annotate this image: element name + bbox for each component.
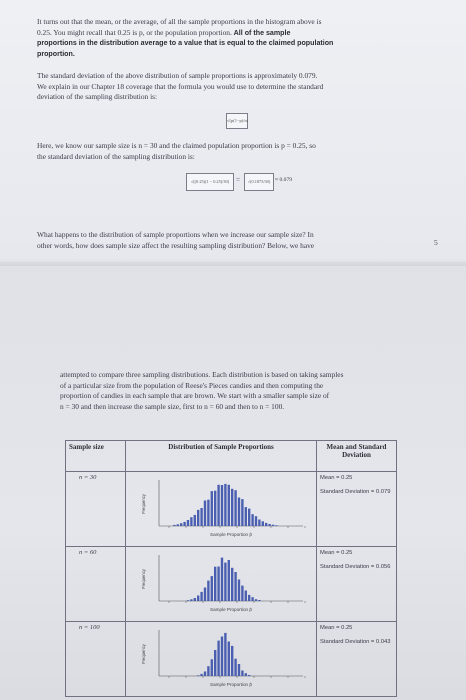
- text-line: deviation of the sampling distribution is:: [37, 92, 158, 101]
- page-shadow: [0, 258, 466, 266]
- histogram-bar: [234, 572, 236, 601]
- mean-value: Mean = 0.25: [320, 550, 353, 556]
- histogram-bar: [211, 491, 213, 526]
- histogram-bar: [200, 508, 202, 526]
- histogram-bar: [231, 646, 233, 676]
- histogram-bar: [200, 674, 202, 676]
- histogram-bar: [204, 501, 206, 527]
- histogram-bar: [248, 595, 250, 601]
- row-sample-size: [66, 622, 126, 697]
- histogram-bar: [214, 567, 216, 601]
- histogram-bar: [177, 524, 179, 526]
- text-line: other words, how does sample size affect the resulting sampling distribution? Below, we have: [37, 240, 315, 250]
- histogram-bar: [228, 642, 230, 677]
- histogram-bar: [258, 520, 260, 527]
- histogram-bar: [197, 510, 199, 526]
- formula-std-dev: [226, 113, 248, 129]
- header-sample-size: Sample size: [66, 441, 126, 472]
- histogram-bar: [173, 525, 175, 526]
- histogram-bar: [211, 659, 213, 676]
- std-dev-value: Standard Deviation = 0.043: [320, 639, 391, 645]
- formula-result: ≈ 0.079: [275, 177, 293, 183]
- row-stats: [317, 622, 397, 697]
- histogram-bar: [228, 560, 230, 601]
- histogram-bar: [183, 522, 185, 526]
- text-line: What happens to the distribution of sample proportions when we increase our sample size? In: [37, 230, 314, 239]
- row-histogram-cell: [126, 622, 317, 697]
- histogram-bar: [245, 591, 247, 602]
- formula-middle: [244, 173, 274, 191]
- row-histogram-cell: [126, 472, 317, 547]
- mean-value: Mean = 0.25: [320, 625, 353, 631]
- histogram-bar: [241, 499, 243, 526]
- histogram-n30: [129, 474, 313, 540]
- histogram-bar: [207, 581, 209, 601]
- histogram-bar: [238, 580, 240, 602]
- equals-sign: =: [236, 176, 240, 184]
- histogram-bar: [251, 514, 253, 526]
- histogram-bar: [238, 498, 240, 527]
- histogram-bar: [241, 671, 243, 677]
- histogram-bar: [255, 599, 257, 601]
- y-axis-label: Frequency: [141, 569, 146, 589]
- histogram-bar: [194, 598, 196, 601]
- histogram-bar: [221, 485, 223, 526]
- formula-text: √((0.25)(1 − 0.25)/30): [190, 179, 230, 184]
- histogram-bar: [217, 567, 219, 602]
- mean-value: Mean = 0.25: [320, 475, 353, 481]
- header-distribution: Distribution of Sample Proportions: [126, 441, 317, 472]
- histogram-bar: [255, 516, 257, 526]
- histogram-bar: [231, 489, 233, 526]
- histogram-bar: [194, 515, 196, 526]
- histogram-n60: [129, 549, 313, 615]
- paragraph-question: [37, 230, 409, 251]
- histogram-bar: [180, 523, 182, 526]
- table-row: [66, 547, 397, 622]
- histogram-bar: [275, 525, 277, 526]
- sample-size-value: n = 100: [79, 624, 100, 631]
- histogram-bar: [224, 633, 226, 676]
- header-mean-sd: Mean and Standard Deviation: [317, 441, 397, 472]
- row-stats: [317, 547, 397, 622]
- histogram-bar: [190, 599, 192, 601]
- text-line: proportion of candies in each sample that are brown. We start with a smaller sample size of: [60, 391, 330, 400]
- histogram-bar: [217, 641, 219, 676]
- text-line: 0.25. You might recall that 0.25 is p, or the population proportion.: [37, 27, 232, 37]
- table-header-row: [66, 441, 397, 472]
- histogram-bar: [211, 576, 213, 601]
- table-row: [66, 472, 397, 547]
- bold-statement: proportion.: [37, 49, 75, 58]
- histogram-bar: [251, 597, 253, 601]
- histogram-bar: [272, 525, 274, 526]
- row-sample-size: [66, 547, 126, 622]
- text-line: It turns out that the mean, or the average, of all the sample proportions in the histogram above is: [37, 17, 322, 26]
- page-number: 5: [434, 238, 438, 247]
- std-dev-value: Standard Deviation = 0.079: [320, 489, 391, 495]
- bold-statement: All of the sample: [233, 28, 291, 37]
- sampling-distribution-table: [65, 440, 397, 697]
- formula-left: [186, 173, 234, 191]
- histogram-bar: [207, 500, 209, 526]
- row-stats: [317, 472, 397, 547]
- histogram-bar: [217, 485, 219, 526]
- histogram-bar: [200, 592, 202, 601]
- text-line: The standard deviation of the above distribution of sample proportions is approximately 0.079.: [37, 71, 318, 80]
- histogram-bar: [187, 600, 189, 601]
- histogram-bar: [238, 664, 240, 676]
- histogram-bar: [214, 650, 216, 676]
- formula-computation: [186, 173, 296, 191]
- text-line: We explain in our Chapter 18 coverage that the formula you would use to determine the standard: [37, 81, 324, 91]
- histogram-bar: [221, 637, 223, 677]
- bold-statement: proportions in the distribution average to a value that is equal to the claimed population: [37, 39, 334, 47]
- histogram-bar: [197, 675, 199, 676]
- histogram-bar: [231, 568, 233, 601]
- histogram-bar: [224, 484, 226, 526]
- histogram-bar: [245, 673, 247, 676]
- histogram-bar: [234, 659, 236, 676]
- histogram-bar: [265, 523, 267, 526]
- histogram-bar: [234, 490, 236, 526]
- histogram-bar: [228, 485, 230, 526]
- text-line: the standard deviation of the sampling distribution is:: [37, 151, 195, 161]
- histogram-bar: [207, 666, 209, 676]
- histogram-bar: [262, 521, 264, 526]
- formula-text: √(0.1875/30): [247, 179, 271, 184]
- sample-size-value: n = 60: [79, 549, 97, 556]
- text-line: of a particular size from the population of Reese's Pieces candies and then computing the: [60, 380, 324, 390]
- histogram-bar: [224, 563, 226, 601]
- paragraph-std-dev: [37, 71, 409, 103]
- histogram-bar: [248, 509, 250, 526]
- histogram-bar: [268, 524, 270, 526]
- histogram-bar: [241, 586, 243, 601]
- table-row: [66, 622, 397, 697]
- x-axis-label: Sample Proportion p̂: [210, 682, 252, 687]
- sample-size-value: n = 30: [79, 474, 97, 481]
- x-axis-label: Sample Proportion p̂: [210, 532, 252, 537]
- paragraph-example: [37, 141, 409, 162]
- histogram-bar: [245, 507, 247, 526]
- text-line: n = 30 and then increase the sample size, first to n = 60 and then to n = 100.: [60, 401, 285, 411]
- histogram-bar: [221, 558, 223, 601]
- std-dev-value: Standard Deviation = 0.056: [320, 564, 391, 570]
- paragraph-mean: [37, 17, 409, 59]
- text-line: Here, we know our sample size is n = 30 and the claimed population proportion is p = 0.25, so: [37, 141, 316, 150]
- row-histogram-cell: [126, 547, 317, 622]
- formula-text: √(p(1−p)/n): [227, 118, 249, 123]
- text-line: attempted to compare three sampling distributions. Each distribution is based on taking samples: [60, 370, 344, 379]
- y-axis-label: Frequency: [141, 644, 146, 664]
- histogram-bar: [187, 520, 189, 526]
- histogram-bar: [214, 491, 216, 526]
- y-axis-label: Frequency: [141, 494, 146, 514]
- histogram-n100: [129, 624, 313, 690]
- histogram-bar: [248, 675, 250, 676]
- row-sample-size: [66, 472, 126, 547]
- histogram-bar: [190, 517, 192, 526]
- histogram-bar: [204, 588, 206, 602]
- histogram-bar: [258, 600, 260, 601]
- paragraph-compare: [60, 370, 410, 412]
- histogram-bar: [204, 672, 206, 677]
- x-axis-label: Sample Proportion p̂: [210, 607, 252, 612]
- histogram-bar: [197, 596, 199, 602]
